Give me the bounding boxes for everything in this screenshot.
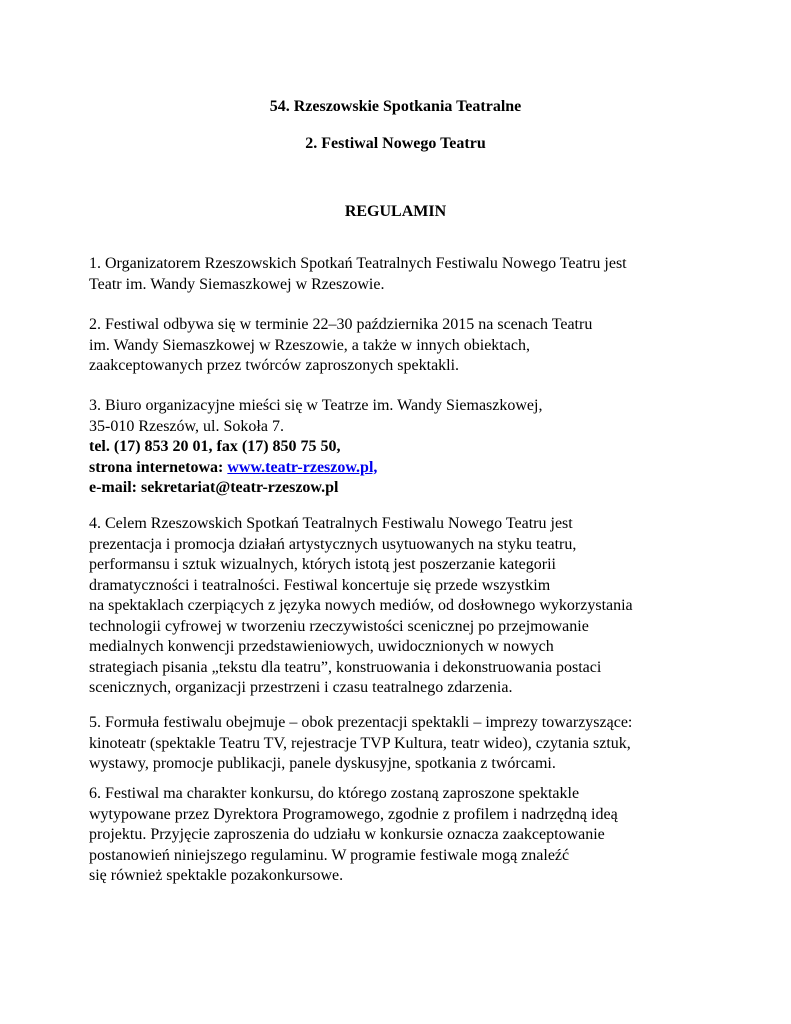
section-5-line: 5. Formuła festiwalu obejmuje – obok prezentacji spektakli – imprezy towarzyszące: [89,714,633,731]
section-3-line: 3. Biuro organizacyjne mieści się w Teatrze im. Wandy Siemaszkowej, [89,397,543,414]
section-2-line: 2. Festiwal odbywa się w terminie 22–30 października 2015 na scenach Teatru [89,316,593,333]
section-4-line: prezentacja i promocja działań artystycznych usytuowanych na styku teatru, [89,535,577,553]
document-title: REGULAMIN [344,203,447,220]
contact-phone: tel. (17) 853 20 01, fax (17) 850 75 50, [89,438,341,455]
section-6-line: postanowień niniejszego regulaminu. W programie festiwale mogą znaleźć [89,846,570,864]
section-5 [89,713,729,775]
section-2-line: zaakceptowanych przez twórców zaproszonych spektakli. [89,357,460,374]
section-6-line: projektu. Przyjęcie zaproszenia do udziału w konkursie oznacza zaakceptowanie [89,826,605,843]
section-3 [89,396,729,499]
section-4-line: na spektaklach czerpiących z języka nowych mediów, od dosłownego wykorzystania [89,597,633,614]
section-4-line: dramatyczności i teatralności. Festiwal koncertuje się przede wszystkim [89,576,551,594]
section-4-line: strategiach pisania „tekstu dla teatru”, konstruowania i dekonstruowania postaci [89,658,602,676]
contact-website-row [89,458,729,479]
website-link[interactable]: www.teatr-rzeszow.pl, [227,458,378,476]
section-4-line: 4. Celem Rzeszowskich Spotkań Teatralnych Festiwalu Nowego Teatru jest [89,515,573,532]
contact-email: e-mail: sekretariat@teatr-rzeszow.pl [89,479,339,496]
section-2-line: im. Wandy Siemaszkowej w Rzeszowie, a także w innych obiektach, [89,336,530,354]
section-4-line: performansu i sztuk wizualnych, których istotą jest poszerzanie kategorii [89,556,556,573]
section-4-line: medialnych konwencji przedstawieniowych, uwidocznionych w nowych [89,638,554,655]
section-5-line: wystawy, promocje publikacji, panele dyskusyjne, spotkania z twórcami. [89,755,556,772]
section-6 [89,784,729,887]
section-3-line: 35-010 Rzeszów, ul. Sokoła 7. [89,417,284,435]
section-6-line: wytypowane przez Dyrektora Programowego, zgodnie z profilem i nadrzędną ideą [89,805,618,823]
section-5-line: kinoteatr (spektakle Teatru TV, rejestracje TVP Kultura, teatr wideo), czytania sztuk, [89,734,631,752]
section-4-line: scenicznych, organizacji przestrzeni i czasu teatralnego zdarzenia. [89,679,513,696]
website-label: strona internetowa: [89,458,224,476]
festival-title: 54. Rzeszowskie Spotkania Teatralne [269,98,522,115]
section-4-line: technologii cyfrowej w tworzeniu rzeczywistości scenicznej po przejmowanie [89,617,589,635]
section-6-line: się również spektakle pozakonkursowe. [89,867,344,884]
section-1-line: Teatr im. Wandy Siemaszkowej w Rzeszowie. [89,275,385,293]
section-1 [89,254,729,295]
section-4 [89,514,729,699]
section-2 [89,315,729,377]
section-6-line: 6. Festiwal ma charakter konkursu, do którego zostaną zaproszone spektakle [89,785,580,802]
section-1-line: 1. Organizatorem Rzeszowskich Spotkań Teatralnych Festiwalu Nowego Teatru jest [89,255,627,272]
festival-subtitle: 2. Festiwal Nowego Teatru [305,135,486,152]
